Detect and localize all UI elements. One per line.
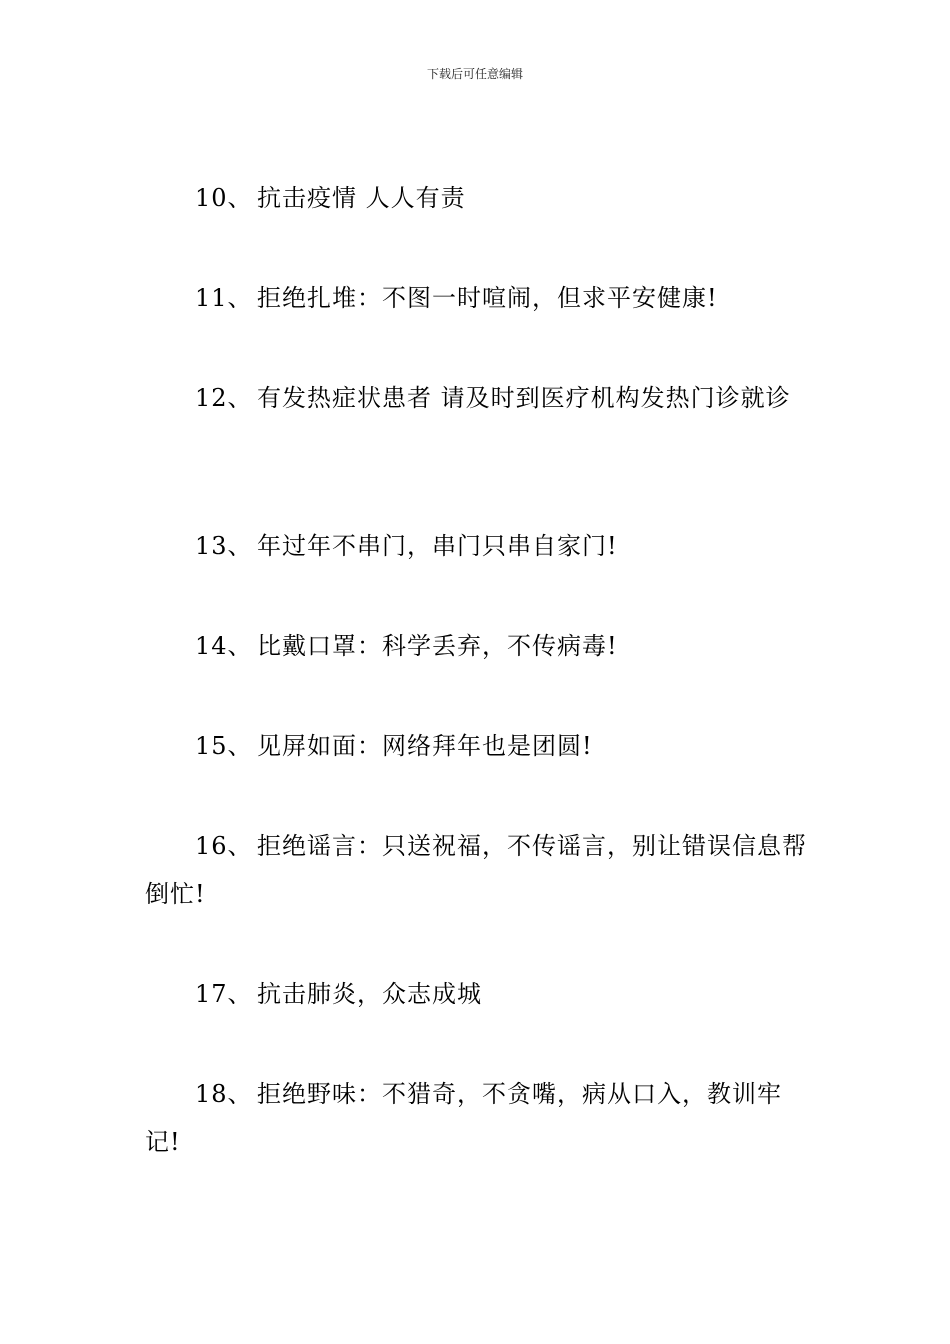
list-item [145, 374, 810, 422]
list-item [145, 822, 810, 918]
item-text: 见屏如面：网络拜年也是团圆! [257, 732, 593, 760]
list-item [145, 274, 810, 322]
item-text: 抗击疫情 人人有责 [257, 184, 466, 212]
list-item [145, 522, 810, 570]
item-number: 14、 [195, 632, 253, 660]
item-text: 拒绝谣言：只送祝福，不传谣言，别让错误信息帮倒忙! [145, 832, 807, 908]
item-text: 拒绝扎堆：不图一时喧闹，但求平安健康! [257, 284, 718, 312]
item-text: 比戴口罩：科学丢弃，不传病毒! [257, 632, 618, 660]
item-number: 13、 [195, 532, 253, 560]
list-item [145, 1070, 810, 1166]
item-number: 18、 [195, 1080, 253, 1108]
item-number: 11、 [195, 284, 253, 312]
item-number: 12、 [195, 384, 253, 412]
item-number: 10、 [195, 184, 253, 212]
item-text: 拒绝野味：不猎奇，不贪嘴，病从口入，教训牢记! [145, 1080, 782, 1156]
item-number: 17、 [195, 980, 253, 1008]
item-text: 有发热症状患者 请及时到医疗机构发热门诊就诊 [257, 384, 791, 412]
item-number: 16、 [195, 832, 253, 860]
item-number: 15、 [195, 732, 253, 760]
list-item [145, 722, 810, 770]
list-item [145, 174, 810, 222]
list-item [145, 622, 810, 670]
item-text: 抗击肺炎，众志成城 [257, 980, 482, 1008]
page-header-note: 下载后可任意编辑 [426, 67, 523, 81]
list-item [145, 970, 810, 1018]
item-text: 年过年不串门，串门只串自家门! [257, 532, 618, 560]
